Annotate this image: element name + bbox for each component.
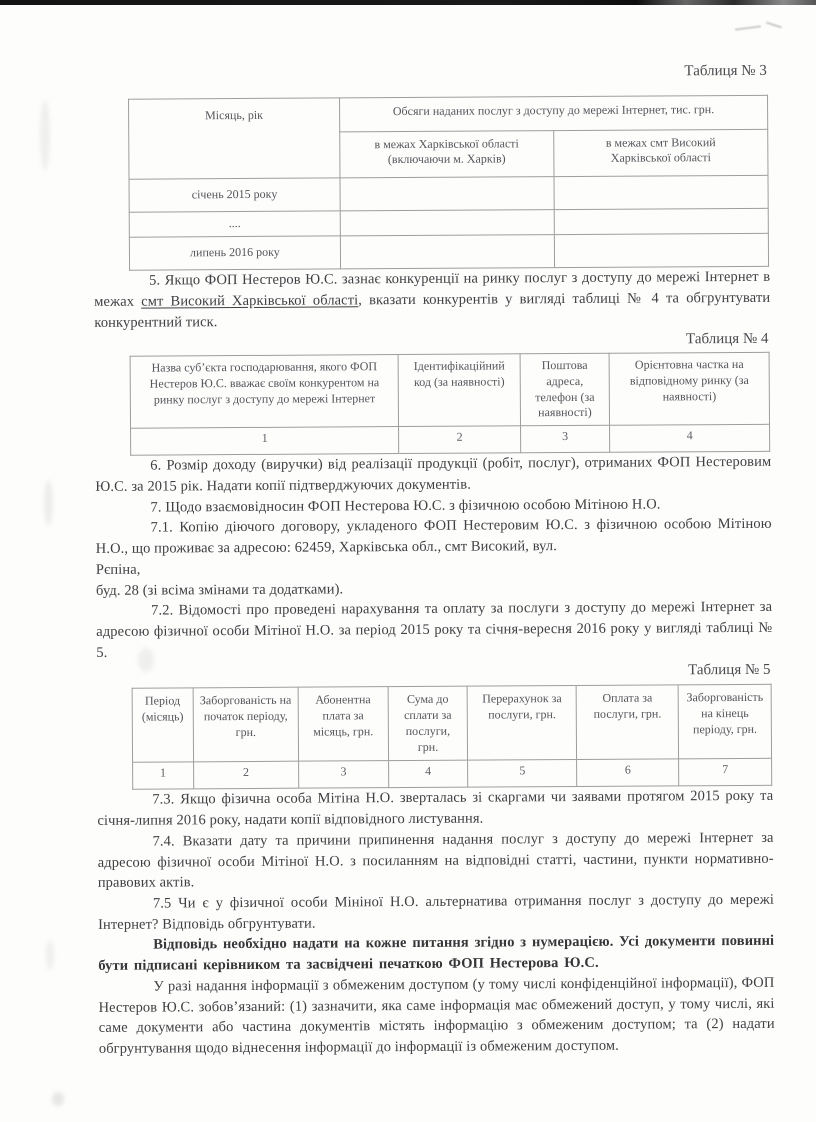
table-3 [128, 94, 769, 271]
paragraph-7-5: 7.5 Чи є у фізичної особи Мініної Н.О. альтернатива отримання послуг з доступу до мережі Інтернет? Відповідь обгрунтувати. [98, 891, 774, 933]
paragraph-5-underlined: смт Високий Харківської області [141, 292, 359, 310]
paragraph-6: 6. Розмір доходу (виручки) від реалізації продукції (робіт, послуг), отриманих ФОП Нестеровим Ю.С. за 2015 рік. Надати копії підтверджуючих документів. [95, 453, 772, 495]
table5-number-cell: 1 [133, 762, 194, 789]
table4-number-cell: 1 [131, 427, 400, 456]
table-5 [132, 684, 773, 790]
table5-number-cell: 5 [468, 760, 577, 788]
table-row [130, 352, 769, 428]
table5-header-cell: Заборгованість на кінець періоду, грн. [678, 684, 771, 759]
table3-subheader-1: в межах Харківської області (включаючи м. Харків) [340, 130, 554, 178]
empty-cell [554, 208, 768, 234]
table5-caption: Таблиця № 5 [687, 661, 771, 678]
table3-caption: Таблиця № 3 [684, 62, 767, 80]
scan-smudge [52, 1092, 64, 1106]
table4-header-cell: Назва суб’єкта господарювання, якого ФОП Нестеров Ю.С. вважає своїм конкурентом на ринку послуг з доступу до мережі Інтернет [130, 354, 399, 428]
table4-header-cell: Ідентифікаційний код (за наявності) [398, 354, 520, 427]
table3-row-label: липень 2016 року [129, 236, 340, 270]
table4-caption: Таблиця № 4 [685, 331, 769, 348]
table3-header-span: Обсяги наданих послуг з доступу до мережі Інтернет, тис. грн. [339, 95, 767, 132]
table4-number-cell: 2 [399, 426, 521, 454]
table-row [129, 233, 768, 270]
table5-number-cell: 3 [299, 761, 389, 789]
table-row [129, 208, 768, 237]
empty-cell [340, 210, 554, 236]
table4-header-cell: Орієнтовна частка на відповідному ринку (за наявності) [609, 352, 769, 425]
table4-number-cell: 3 [520, 425, 610, 453]
paragraph-7-1-line2: Рєпіна, [95, 561, 141, 578]
table5-header-cell: Сума до сплати за послуги, грн. [388, 686, 468, 761]
table5-header-cell: Перерахунок за послуги, грн. [468, 685, 577, 760]
table5-number-cell: 7 [679, 759, 772, 787]
table-row [129, 95, 768, 133]
table4-number-cell: 4 [610, 424, 770, 452]
paragraph-instruction-bold: Відповідь необхідно надати на кожне питання згідно з нумерацією. Усі документи повинні бути підписані керівником та засвідчені печаткою ФОП Нестерова Ю.С. [98, 933, 775, 975]
paragraph-7-4: 7.4. Вказати дату та причини припинення надання послуг з доступу до мережі Інтернет за адресою фізичної особи Мітіної Н.О. з посиланням на відповідні статті, частини, пункти нормативно-правових актів. [97, 829, 774, 892]
table5-number-cell: 2 [193, 762, 299, 790]
empty-cell [554, 233, 768, 267]
table-row [132, 684, 771, 762]
paragraph-7-1-line3: буд. 28 (зі всіма змінами та додатками). [95, 580, 344, 599]
paragraph-5-text: , вказати конкурентів у вигляді таблиці № 4 та обгрунтувати конкурентний тиск. [94, 289, 771, 331]
table3-row-label: .... [129, 211, 340, 237]
table5-number-cell: 6 [577, 759, 679, 787]
table5-header-cell: Період (місяць) [132, 688, 193, 763]
paragraph-7-2: 7.2. Відомості про проведені нарахування та оплату за послуги з доступу до мережі Інтернет за адресою фізичної особи Мітіної Н.О. за період 2015 року та січня-вересня 2016 року у вигляді таблиці № 5. [96, 599, 773, 661]
empty-cell [554, 175, 768, 209]
table5-header-cell: Абонентна плата за місяць, грн. [298, 687, 388, 762]
paragraph-7: 7. Щодо взаємовідносин ФОП Нестерова Ю.С. з фізичною особою Мітіною Н.О. [150, 496, 661, 516]
paragraph-7-1-text: 7.1. Копію діючого договору, укладеного ФОП Нестеровим Ю.С. з фізичною особою Мітіною Н.О., що проживає за адресою: 62459, Харківська обл., смт Високий, вул. [95, 516, 772, 558]
table3-header-month: Місяць, рік [129, 97, 340, 179]
table-4 [130, 352, 771, 456]
table5-header-cell: Заборгованість на початок періоду, грн. [193, 687, 299, 762]
table3-row-label: січень 2015 року [129, 178, 340, 212]
table-row [133, 759, 772, 790]
table3-subheader-2: в межах смт Високий Харківської області [554, 129, 768, 177]
paragraph-5-text: 5. Якщо ФОП Нестеров Ю.С. зазнає конкуренції на ринку послуг з доступу до мережі Інтернет в межах [94, 268, 771, 310]
paragraph-7-3: 7.3. Якщо фізична особа Мітіна Н.О. зверталась зі скаргами чи заявами протягом 2015 року та січня-липня 2016 року, надати копії відповідного листування. [97, 788, 774, 829]
table5-header-cell: Оплата за послуги, грн. [576, 685, 679, 760]
paragraph-restricted-info: У разі надання інформації з обмеженим доступом (у тому числі конфіденційної інформації), ФОП Нестеров Ю.С. зобов’язаний: (1) зазначити, яка саме інформація має обмежений доступ, у тому числі, які саме документи або частина документів містять інформацію з обмеженим доступом; та (2) надати обгрунтування щодо віднесення інформації до інформації із обмеженим доступом. [98, 974, 775, 1058]
paragraph-5 [94, 267, 770, 333]
empty-cell [340, 235, 554, 269]
table4-header-cell: Поштова адреса, телефон (за наявності) [520, 353, 610, 426]
empty-cell [340, 177, 554, 211]
paragraph-7-1 [96, 514, 772, 601]
table-row [131, 424, 770, 455]
table-row [129, 175, 768, 212]
table5-number-cell: 4 [388, 760, 468, 787]
